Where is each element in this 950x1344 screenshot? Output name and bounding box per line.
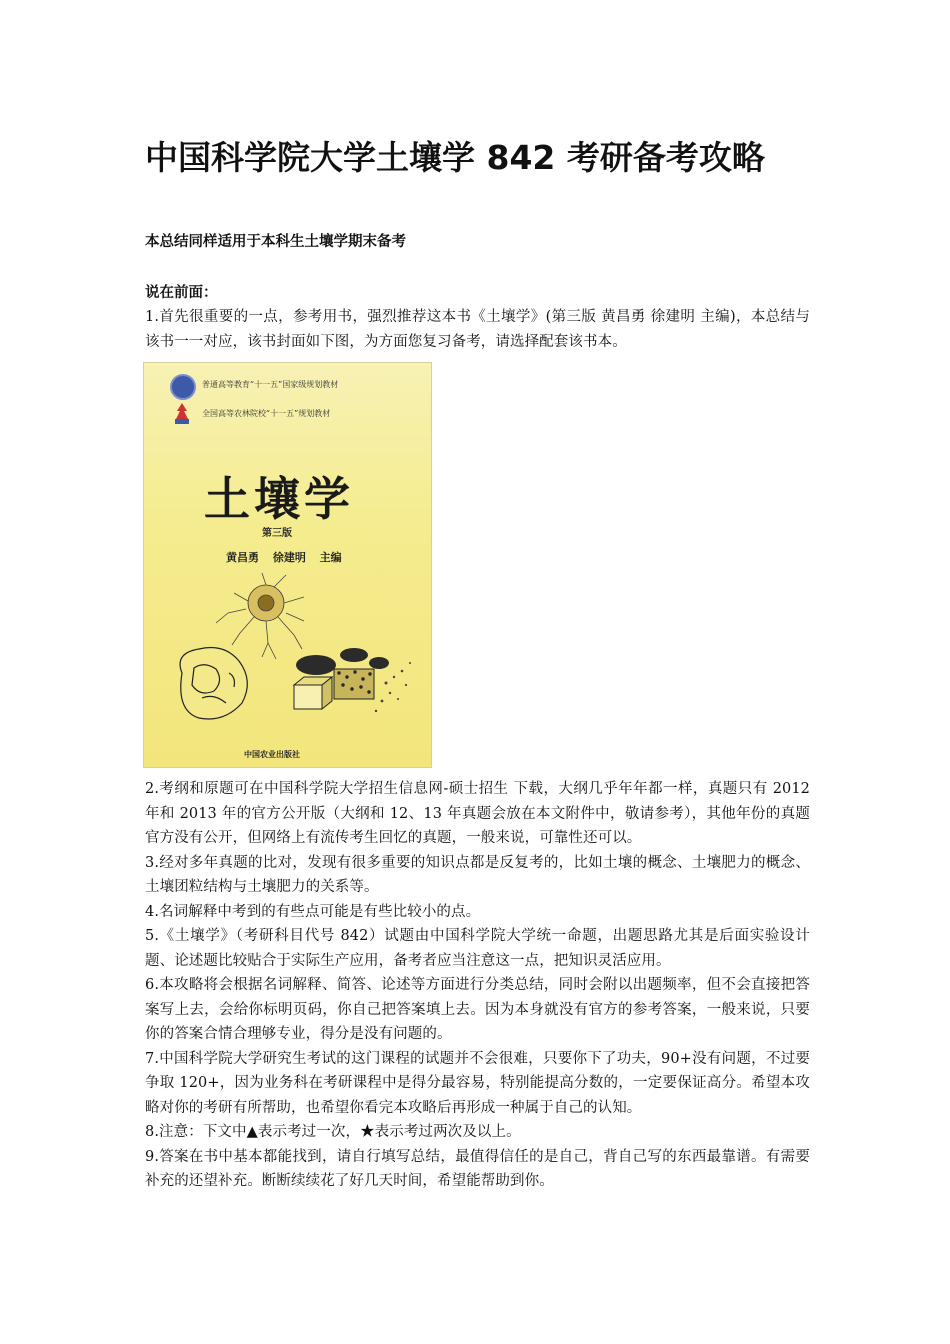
list-item: 5.《土壤学》（考研科目代号 842）试题由中国科学院大学统一命题，出题思路尤其是后面实验设计题、论述题比较贴合于实际生产应用，备考者应当注意这一点，把知识灵活应用。 (145, 928, 810, 969)
list-item: 6.本攻略将会根据名词解释、简答、论述等方面进行分类总结，同时会附以出题频率，但不会直接把答案写上去，会给你标明页码，你自己把答案填上去。因为本身就没有官方的参考答案，一般来说，只要你的答案合情合理够专业，得分是没有问题的。 (145, 977, 810, 1042)
publisher-logo-icon (170, 374, 196, 400)
list-item: 9.答案在书中基本都能找到，请自行填写总结，最值得信任的是自己，背自己写的东西最靠谱。有需要补充的还望补充。断断续续花了好几天时间，希望能帮助到你。 (145, 1148, 810, 1189)
body-paragraphs (145, 777, 810, 1194)
preface-heading: 说在前面： (145, 285, 218, 301)
list-item: 4.名词解释中考到的有些点可能是有些比较小的点。 (145, 903, 481, 920)
document-title: 中国科学院大学土壤学 842 考研备考攻略 (145, 138, 765, 177)
book-cover-image (143, 362, 432, 768)
cover-series-line-1: 普通高等教育“十一五”国家级规划教材 (202, 380, 339, 389)
cover-title: 土壤学 (204, 472, 354, 526)
cover-authors: 黄昌勇 徐建明 主编 (226, 551, 342, 564)
list-item: 3.经对多年真题的比对，发现有很多重要的知识点都是反复考的，比如土壤的概念、土壤肥力的概念、土壤团粒结构与土壤肥力的关系等。 (145, 854, 810, 895)
list-item: 7.中国科学院大学研究生考试的这门课程的试题并不会很难，只要你下了功夫，90+没有问题，不过要争取 120+，因为业务科在考研课程中是得分最容易，特别能提高分数的，一定要保证高分。希望本攻略对你的考研有所帮助，也希望你看完本攻略后再形成一种属于自己的认知。 (145, 1050, 810, 1116)
cover-publisher: 中国农业出版社 (244, 750, 300, 759)
soil-illustration (144, 573, 431, 748)
list-item: 8.注意：下文中▲表示考过一次，★表示考过两次及以上。 (145, 1124, 521, 1140)
cover-edition: 第三版 (262, 528, 292, 539)
tower-logo-icon (172, 403, 192, 425)
document-subtitle: 本总结同样适用于本科生土壤学期末备考 (145, 234, 406, 250)
list-item: 2.考纲和原题可在中国科学院大学招生信息网-硕士招生 下载，大纲几乎年年都一样，真题只有 2012 年和 2013 年的官方公开版（大纲和 12、13 年真题会放在本文附件中，敬请参考），其他年份的真题官方没有公开，但网络上有流传考生回忆的真题，一般来说，可靠性还可以。 (145, 781, 810, 846)
cover-series-line-2: 全国高等农林院校“十一五”规划教材 (202, 409, 331, 418)
intro-paragraph: 1.首先很重要的一点，参考用书，强烈推荐这本书《土壤学》(第三版 黄昌勇 徐建明 主编)，本总结与该书一一对应，该书封面如下图，为方面您复习备考，请选择配套该书本。 (145, 309, 810, 350)
